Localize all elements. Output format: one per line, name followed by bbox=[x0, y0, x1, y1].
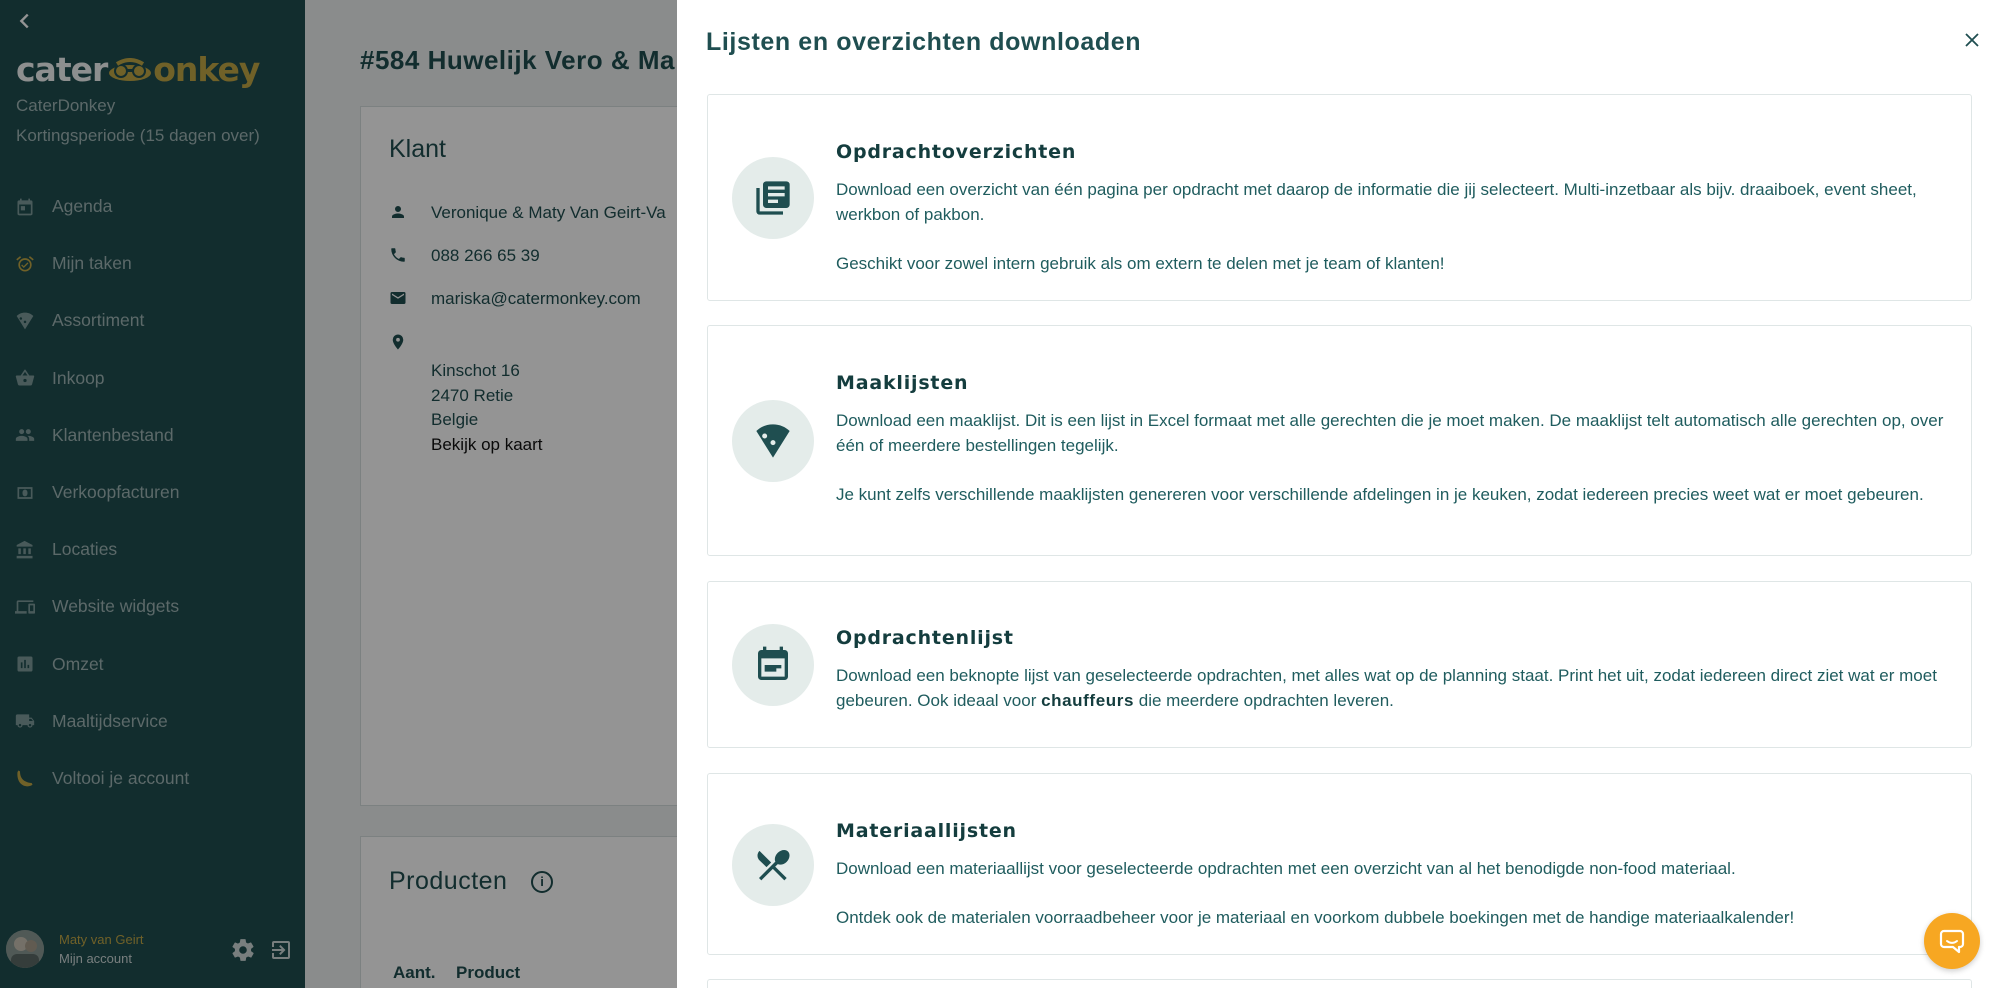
sidebar-item-label: Omzet bbox=[52, 653, 104, 674]
sidebar-item-label: Inkoop bbox=[52, 367, 105, 388]
my-account-link[interactable]: Mijn account bbox=[59, 951, 132, 966]
chat-icon bbox=[1938, 927, 1966, 955]
company-name: CaterDonkey bbox=[16, 96, 116, 115]
column-header-qty: Aant. bbox=[393, 963, 436, 982]
card-paragraph: Download een overzicht van één pagina per opdracht met daarop de informatie die jij selecteert. Multi-inzetbaar als bijv. draaiboek, event sheet, werkbon of pakbon. bbox=[836, 180, 1917, 224]
card-description bbox=[836, 664, 1946, 713]
card-title: Maaklijsten bbox=[836, 372, 969, 394]
user-name[interactable]: Maty van Geirt bbox=[59, 932, 144, 947]
download-lists-panel bbox=[677, 0, 2000, 988]
card-paragraph: Ontdek ook de materialen voorraadbeheer voor je materiaal en voorkom dubbele boekingen met de handige materiaalkalender! bbox=[836, 908, 1795, 927]
chat-button[interactable] bbox=[1924, 913, 1980, 969]
address-line: Belgie bbox=[431, 410, 479, 429]
close-button[interactable] bbox=[1960, 28, 1984, 52]
address-line: 2470 Retie bbox=[431, 385, 514, 405]
modal-backdrop[interactable] bbox=[0, 0, 677, 988]
document-list-icon bbox=[732, 157, 814, 239]
sidebar-item-label: Klantenbestand bbox=[52, 424, 174, 445]
card-paragraph: Je kunt zelfs verschillende maaklijsten genereren voor verschillende afdelingen in je keuken, zodat iedereen precies weet wat er moet gebeuren. bbox=[836, 484, 1924, 504]
producten-heading: Producten bbox=[389, 867, 508, 895]
card-next-partial[interactable] bbox=[707, 979, 1972, 988]
klant-email[interactable]: mariska@catermonkey.com bbox=[431, 289, 641, 308]
card-description bbox=[836, 409, 1946, 507]
card-title: Materiaallijsten bbox=[836, 820, 1017, 842]
card-paragraph: Download een maaklijst. Dit is een lijst in Excel formaat met alle gerechten die je moet maken. De maaklijst telt automatisch alle gerechten op, over één of meerdere bestellingen tegelijk. bbox=[836, 411, 1944, 455]
card-opdrachtoverzichten[interactable] bbox=[707, 94, 1972, 301]
card-paragraph: die meerdere opdrachten leveren. bbox=[1138, 690, 1394, 710]
trial-status[interactable]: Kortingsperiode (15 dagen over) bbox=[16, 126, 260, 145]
close-icon bbox=[1960, 28, 1984, 52]
sidebar-item-label: Voltooi je account bbox=[52, 767, 190, 788]
cutlery-icon bbox=[732, 824, 814, 906]
sidebar-item-label: Locaties bbox=[52, 539, 118, 560]
sidebar-item-label: Verkoopfacturen bbox=[52, 482, 180, 503]
calendar-list-icon bbox=[732, 624, 814, 706]
sidebar-item-label: Agenda bbox=[52, 196, 113, 217]
klant-heading: Klant bbox=[389, 135, 446, 163]
column-header-product: Product bbox=[456, 963, 521, 982]
card-opdrachtenlijst[interactable] bbox=[707, 581, 1972, 748]
card-materiaallijsten[interactable] bbox=[707, 773, 1972, 955]
sidebar-item-label: Maaltijdservice bbox=[52, 710, 168, 731]
card-paragraph: Download een beknopte lijst van geselecteerde opdrachten, met alles wat op de planning staat. Print het uit, zodat iedereen direct ziet wat er moet gebeuren. Ook ideaal voor bbox=[836, 666, 1937, 710]
page-title: #584 Huwelijk Vero & Ma bbox=[360, 45, 675, 75]
sidebar-item-label: Website widgets bbox=[52, 596, 180, 617]
info-icon[interactable]: i bbox=[531, 871, 553, 893]
panel-title: Lijsten en overzichten downloaden bbox=[706, 28, 1142, 56]
klant-name[interactable]: Veronique & Maty Van Geirt-Va bbox=[431, 203, 666, 222]
logo-text-cater: cater bbox=[16, 50, 108, 89]
pizza-slice-icon bbox=[732, 400, 814, 482]
card-title: Opdrachtenlijst bbox=[836, 627, 1014, 649]
sidebar-item-label: Mijn taken bbox=[52, 253, 132, 274]
sidebar-item-label: Assortiment bbox=[52, 310, 145, 331]
card-description bbox=[836, 857, 1946, 931]
card-title: Opdrachtoverzichten bbox=[836, 141, 1077, 163]
view-on-map-link[interactable]: Bekijk op kaart bbox=[431, 434, 543, 454]
klant-phone[interactable]: 088 266 65 39 bbox=[431, 246, 540, 265]
address-line: Kinschot 16 bbox=[431, 361, 520, 380]
logo-text-onkey: onkey bbox=[153, 50, 260, 89]
card-description bbox=[836, 178, 1946, 276]
card-paragraph: Geschikt voor zowel intern gebruik als om extern te delen met je team of klanten! bbox=[836, 253, 1445, 273]
card-maaklijsten[interactable] bbox=[707, 325, 1972, 556]
card-paragraph: Download een materiaallijst voor geselecteerde opdrachten met een overzicht van al het benodigde non-food materiaal. bbox=[836, 859, 1736, 878]
card-bold-text: chauffeurs bbox=[1041, 690, 1135, 710]
